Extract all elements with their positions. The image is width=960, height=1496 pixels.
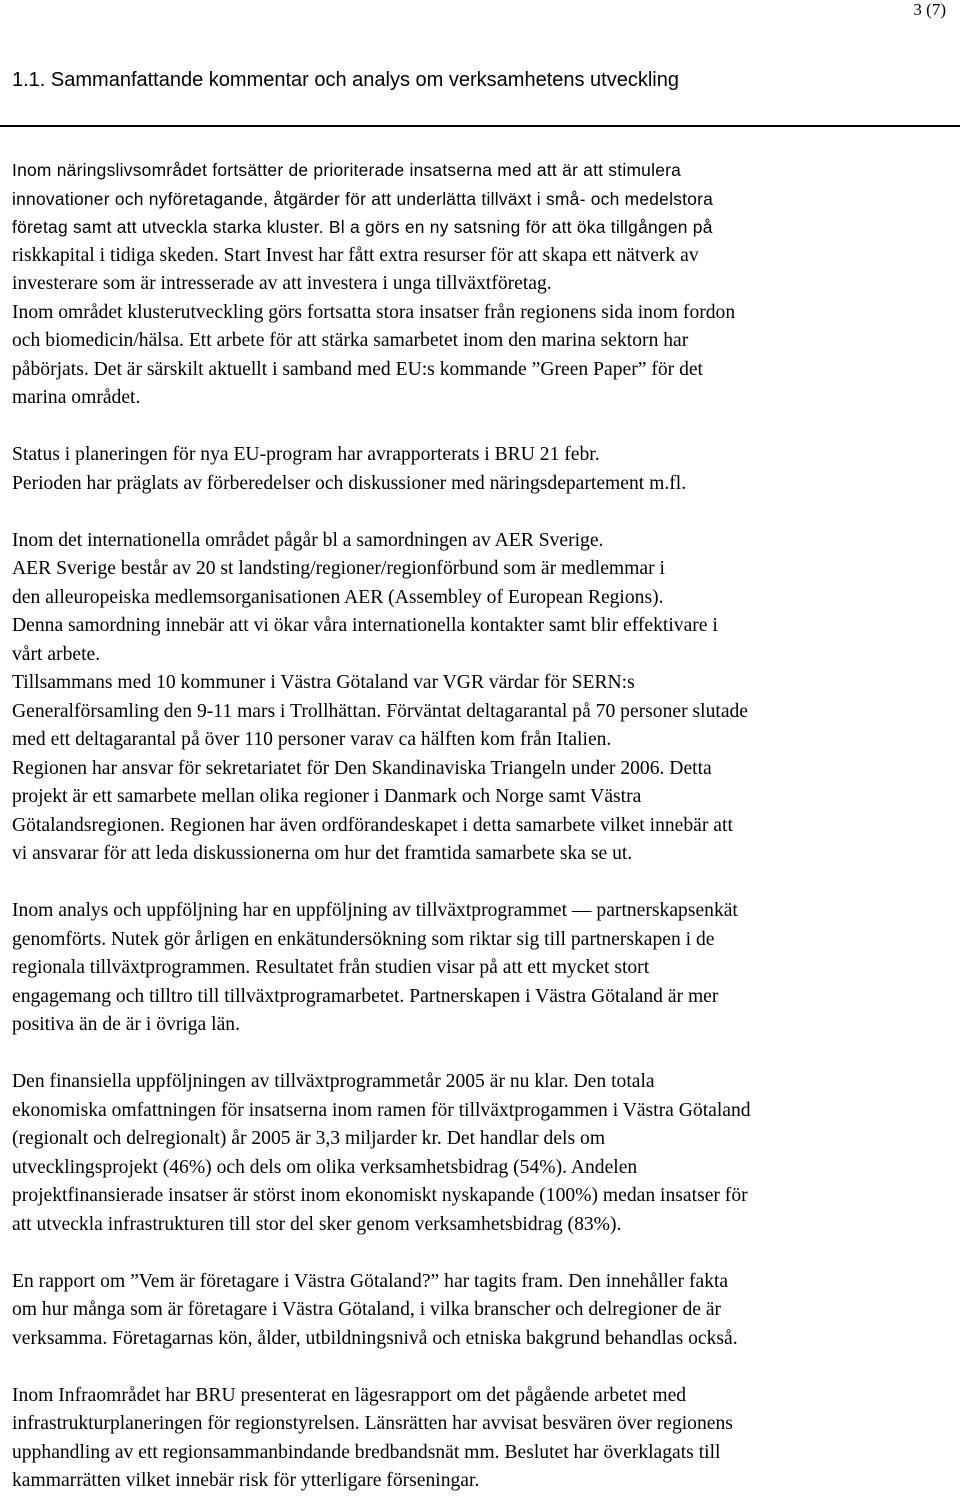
text-line: vi ansvarar för att leda diskussionerna om hur det framtida samarbete ska se ut. (12, 843, 633, 864)
text-line: infrastrukturplaneringen för regionstyrelsen. Länsrätten har avvisat besvären över regionens (12, 1413, 733, 1434)
paragraph (12, 1382, 948, 1496)
paragraph (12, 441, 948, 498)
text-line: vårt arbete. (12, 643, 101, 665)
page-number: 3 (7) (913, 0, 946, 19)
horizontal-rule (0, 125, 960, 127)
text-line: engagemang och tilltro till tillväxtprogramarbetet. Partnerskapen i Västra Götaland är mer (12, 985, 719, 1007)
paragraph (12, 156, 948, 413)
text-line: Perioden har präglats av förberedelser och diskussioner med näringsdepartement m.fl. (12, 472, 687, 494)
text-line: Den finansiella uppföljningen av tillväxtprogrammetår 2005 är nu klar. Den totala (12, 1071, 655, 1092)
paragraph-gap (12, 1040, 948, 1069)
document-body (12, 156, 948, 1496)
text-line: Inom analys och uppföljning har en uppföljning av tillväxtprogrammet — partnerskapsenkät (12, 900, 738, 921)
text-line: riskkapital i tidiga skeden. Start Invest har fått extra resurser för att skapa ett nätverk av (12, 244, 699, 266)
text-line: marina området. (12, 387, 141, 408)
text-line: (regionalt och delregionalt) år 2005 är 3,3 miljarder kr. Det handlar dels om (12, 1128, 606, 1149)
paragraph-gap (12, 1239, 948, 1268)
text-line: upphandling av ett regionsammanbindande bredbandsnät mm. Beslutet har överklagats till (12, 1441, 721, 1463)
text-line: Status i planeringen för nya EU-program har avrapporterats i BRU 21 febr. (12, 444, 600, 465)
paragraph-gap (12, 413, 948, 442)
text-line: med ett deltagarantal på över 110 personer varav ca hälften kom från Italien. (12, 729, 612, 750)
paragraph (12, 897, 948, 1040)
text-line: om hur många som är företagare i Västra Götaland, i vilka branscher och delregioner de är (12, 1299, 722, 1320)
text-line: genomförts. Nutek gör årligen en enkätundersökning som riktar sig till partnerskapen i de (12, 928, 715, 950)
text-line: positiva än de är i övriga län. (12, 1014, 240, 1035)
text-line: och biomedicin/hälsa. Ett arbete för att stärka samarbetet inom den marina sektorn har (12, 330, 689, 351)
paragraph (12, 527, 948, 869)
text-line: Regionen har ansvar för sekretariatet för Den Skandinaviska Triangeln under 2006. Detta (12, 757, 712, 779)
text-line: Götalandsregionen. Regionen har även ordförandeskapet i detta samarbete vilket innebär att (12, 814, 733, 836)
text-line: innovationer och nyföretagande, åtgärder för att underlätta tillväxt i små- och medelstora (12, 188, 714, 209)
text-line: Tillsammans med 10 kommuner i Västra Götaland var VGR värdar för SERN:s (12, 672, 635, 693)
text-line: verksamma. Företagarnas kön, ålder, utbildningsnivå och etniska bakgrund behandlas också. (12, 1327, 738, 1349)
text-line: utvecklingsprojekt (46%) och dels om olika verksamhetsbidrag (54%). Andelen (12, 1156, 638, 1178)
text-line: ekonomiska omfattningen för insatserna inom ramen för tillväxtprogammen i Västra Götaland (12, 1099, 751, 1121)
paragraph-gap (12, 1353, 948, 1382)
paragraph (12, 1068, 948, 1239)
text-line: Generalförsamling den 9-11 mars i Trollhättan. Förväntat deltagarantal på 70 personer slutade (12, 700, 749, 722)
text-line: Inom området klusterutveckling görs fortsatta stora insatser från regionens sida inom fordon (12, 301, 736, 323)
text-line: den alleuropeiska medlemsorganisationen AER (Assembley of European Regions). (12, 586, 664, 608)
text-line: att utveckla infrastrukturen till stor del sker genom verksamhetsbidrag (83%). (12, 1213, 622, 1235)
section-heading: 1.1. Sammanfattande kommentar och analys om verksamhetens utveckling (12, 69, 679, 91)
text-line: Inom näringslivsområdet fortsätter de prioriterade insatserna med att är att stimulera (12, 160, 682, 180)
text-line: En rapport om ”Vem är företagare i Västra Götaland?” har tagits fram. Den innehåller fakta (12, 1270, 729, 1292)
text-line: Inom det internationella området pågår bl a samordningen av AER Sverige. (12, 529, 604, 551)
text-line: kammarrätten vilket innebär risk för ytterligare förseningar. (12, 1470, 480, 1491)
paragraph-gap (12, 869, 948, 898)
text-line: Inom Infraområdet har BRU presenterat en lägesrapport om det pågående arbetet med (12, 1384, 687, 1406)
text-line: regionala tillväxtprogrammen. Resultatet från studien visar på att ett mycket stort (12, 957, 650, 978)
text-line: Denna samordning innebär att vi ökar våra internationella kontakter samt blir effektivare i (12, 615, 718, 636)
text-line: investerare som är intresserade av att investera i unga tillväxtföretag. (12, 273, 552, 294)
paragraph-gap (12, 498, 948, 527)
text-line: AER Sverige består av 20 st landsting/regioner/regionförbund som är medlemmar i (12, 558, 665, 579)
text-line: påbörjats. Det är särskilt aktuellt i samband med EU:s kommande ”Green Paper” för det (12, 358, 704, 380)
text-line: projektfinansierade insatser är störst inom ekonomiskt nyskapande (100%) medan insatser för (12, 1185, 748, 1206)
paragraph (12, 1268, 948, 1354)
text-line: projekt är ett samarbete mellan olika regioner i Danmark och Norge samt Västra (12, 786, 642, 807)
text-line: företag samt att utveckla starka kluster. Bl a görs en ny satsning för att öka tillgången på (12, 217, 713, 237)
